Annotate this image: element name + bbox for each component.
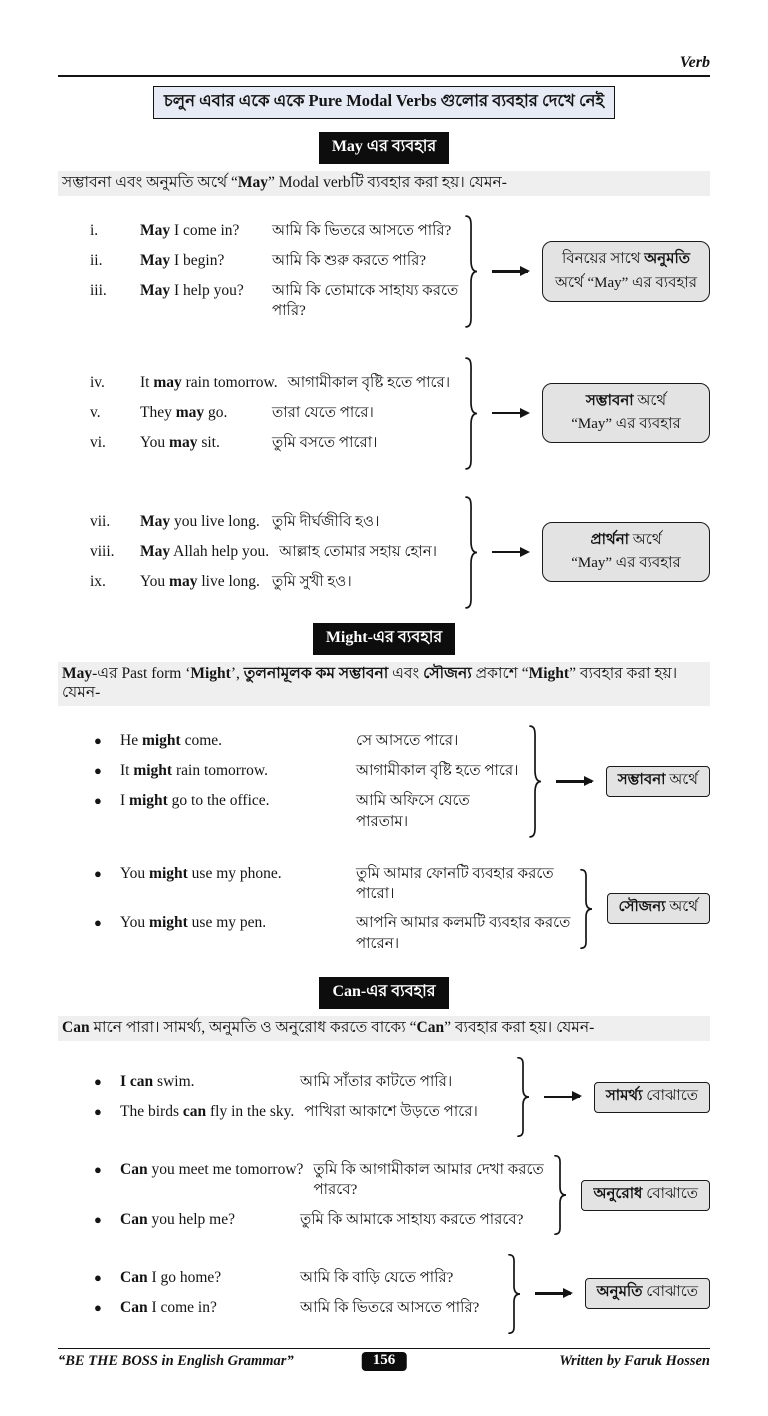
sentence-english <box>140 251 272 272</box>
bullet-icon: ● <box>94 1270 102 1286</box>
meaning-box-line <box>549 248 703 271</box>
text-segment: might <box>133 762 173 780</box>
sentence-english <box>120 1268 300 1289</box>
text-segment: It <box>120 762 134 780</box>
footer-row <box>58 1353 710 1370</box>
bullet-icon: ● <box>94 1211 102 1227</box>
meaning-box <box>542 383 710 444</box>
section-heading: Can-এর ব্যবহার <box>319 977 448 1009</box>
footer-book-title: “BE THE BOSS in English Grammar” <box>58 1352 294 1369</box>
text-segment: Can <box>120 1161 148 1179</box>
text-segment: you live long. <box>170 512 260 530</box>
page-topic-header <box>58 54 710 77</box>
example-row <box>58 1268 503 1289</box>
sentence-bengali: তারা যেতে পারে। <box>272 404 374 421</box>
example-items <box>58 1259 503 1328</box>
meaning-box-line <box>618 769 698 792</box>
sentence-bengali: আপনি আমার কলমটি ব্যবহার করতে পারেন। <box>356 915 571 952</box>
item-marker: iv. <box>90 373 105 391</box>
text-segment: might <box>149 914 188 932</box>
brace-icon <box>516 1057 530 1137</box>
example-row <box>58 251 460 272</box>
sentence-english <box>140 373 288 394</box>
text-segment: “May” এর ব্যবহার <box>571 416 681 433</box>
example-group <box>58 212 710 330</box>
text-segment: সামর্থ্য <box>605 1087 643 1104</box>
meaning-box <box>585 1278 710 1309</box>
sentence-english <box>120 731 356 752</box>
sentence-bengali: আমি কি শুরু করতে পারি? <box>272 253 427 270</box>
text-segment: “May” এর ব্যবহার <box>571 555 681 572</box>
meaning-box-line <box>549 413 703 436</box>
chapter-banner: চলুন এবার একে একে Pure Modal Verbs গুলোর ব্যবহার দেখে নেই <box>153 86 615 119</box>
text-segment: বোঝাতে <box>642 1185 698 1202</box>
text-segment: অনুমতি <box>644 251 691 268</box>
brace-icon <box>579 869 593 949</box>
text-segment: I begin? <box>170 252 225 270</box>
topic-label: Verb <box>679 54 710 71</box>
bullet-icon: ● <box>94 763 102 779</box>
example-group <box>58 855 710 963</box>
text-segment: অর্থে <box>665 772 698 789</box>
text-segment: May <box>140 542 171 560</box>
text-segment: go. <box>204 403 228 421</box>
example-row <box>58 761 524 782</box>
item-marker: i. <box>90 222 99 240</box>
text-segment: Can <box>416 1018 445 1036</box>
sentence-english <box>140 512 272 533</box>
text-segment: You <box>120 864 150 882</box>
meaning-box-line <box>597 1281 698 1304</box>
text-segment: may <box>153 373 182 391</box>
example-row <box>58 1160 549 1201</box>
page-number-badge: 156 <box>362 1352 407 1371</box>
text-segment: rain tomorrow. <box>181 373 278 391</box>
text-segment: might <box>141 732 181 750</box>
footer <box>58 1348 710 1416</box>
text-segment: might <box>129 792 168 810</box>
text-segment: অর্থে “May” এর ব্যবহার <box>555 274 697 291</box>
sentence-bengali: পাখিরা আকাশে উড়তে পারে। <box>304 1103 478 1120</box>
text-segment: You <box>140 433 170 451</box>
text-segment: rain tomorrow. <box>172 762 268 780</box>
text-segment: I can <box>120 1072 154 1090</box>
brace-icon <box>464 496 478 609</box>
text-segment: সৌজন্য <box>618 899 666 916</box>
meaning-box-line <box>593 1183 698 1206</box>
brace-icon <box>553 1155 567 1235</box>
sentence-english <box>120 1298 300 1319</box>
meaning-box <box>542 522 710 583</box>
sentence-bengali: আমি অফিসে যেতে পারতাম। <box>356 793 470 830</box>
text-segment: They <box>140 403 176 421</box>
text-segment: swim. <box>153 1072 195 1090</box>
text-segment: সম্ভাবনা এবং অনুমতি অর্থে “ <box>62 174 238 191</box>
section-can <box>58 977 710 1334</box>
text-segment: May <box>140 512 171 530</box>
text-segment: ” Modal verbটি ব্যবহার করা হয়। যেমন- <box>268 174 507 191</box>
bullet-icon: ● <box>94 733 102 749</box>
text-segment: সম্ভাবনা <box>585 392 634 409</box>
text-segment: Might <box>528 664 570 682</box>
section-might <box>58 623 710 963</box>
text-segment: Might <box>190 664 231 682</box>
text-segment: Can <box>120 1299 148 1317</box>
sentence-english <box>140 433 272 454</box>
meaning-box-line <box>549 390 703 413</box>
text-segment: I come in? <box>147 1299 217 1317</box>
arrow-icon <box>535 1292 571 1294</box>
example-group <box>58 357 710 470</box>
text-segment: Allah help you. <box>170 542 270 560</box>
text-segment: fly in the sky. <box>206 1102 295 1120</box>
sentence-english <box>120 1210 300 1231</box>
text-segment: বোঝাতে <box>642 1283 698 1300</box>
example-group <box>58 496 710 609</box>
sentence-bengali: আগামীকাল বৃষ্টি হতে পারে। <box>287 374 451 391</box>
example-row <box>58 1072 512 1093</box>
example-items <box>58 503 460 602</box>
example-row <box>58 221 460 242</box>
example-row <box>58 542 460 563</box>
sentence-bengali: আমি সাঁতার কাটতে পারি। <box>300 1073 453 1090</box>
sections-container <box>58 119 710 1348</box>
text-segment: এবং <box>388 664 424 682</box>
item-marker: iii. <box>90 282 107 300</box>
example-row <box>58 512 460 533</box>
text-segment: He <box>120 732 142 750</box>
arrow-icon <box>492 270 528 272</box>
example-items <box>58 1151 549 1239</box>
sentence-english <box>140 221 272 242</box>
text-segment: ’, <box>230 664 244 682</box>
sentence-bengali: সে আসতে পারে। <box>356 733 459 750</box>
example-row <box>58 1298 503 1319</box>
text-segment: May <box>140 222 171 240</box>
example-row <box>58 791 524 832</box>
section-intro <box>58 1016 710 1041</box>
example-group <box>58 722 710 840</box>
bullet-icon: ● <box>94 793 102 809</box>
text-segment: may <box>169 433 198 451</box>
section-intro <box>58 171 710 196</box>
text-segment: অনুরোধ <box>593 1185 643 1202</box>
text-segment: It <box>140 373 154 391</box>
item-marker: ii. <box>90 252 103 270</box>
sentence-english <box>140 542 279 563</box>
meaning-box <box>594 1082 710 1113</box>
text-segment: may <box>175 403 205 421</box>
brace-icon <box>464 357 478 470</box>
text-segment: I come in? <box>170 222 240 240</box>
sentence-bengali: তুমি সুখী হও। <box>272 573 352 590</box>
text-segment: মানে পারা। সামর্থ্য, অনুমতি ও অনুরোধ করতে বাক্যে “ <box>89 1018 417 1036</box>
sentence-bengali: আমি কি ভিতরে আসতে পারি? <box>300 1300 480 1317</box>
text-segment: go to the office. <box>167 792 270 810</box>
item-marker: vi. <box>90 433 106 451</box>
text-segment: You <box>140 572 170 590</box>
meaning-box-line <box>549 272 703 295</box>
example-row <box>58 572 460 593</box>
sentence-bengali: তুমি বসতে পারো। <box>272 434 378 451</box>
text-segment: অনুমতি <box>596 1283 643 1300</box>
bullet-icon: ● <box>94 1073 102 1089</box>
example-groups <box>58 706 710 962</box>
example-items <box>58 855 575 963</box>
sentence-bengali: আমি কি ভিতরে আসতে পারি? <box>272 223 452 240</box>
example-row <box>58 864 575 905</box>
text-segment: The birds <box>120 1102 183 1120</box>
sentence-bengali: আগামীকাল বৃষ্টি হতে পারে। <box>356 763 519 780</box>
example-groups <box>58 1041 710 1333</box>
text-segment: বিনয়ের সাথে <box>561 251 645 268</box>
example-row <box>58 403 460 424</box>
text-segment: May <box>140 282 171 300</box>
meaning-box <box>606 766 710 797</box>
text-segment: use my pen. <box>187 914 267 932</box>
footer-author: Written by Faruk Hossen <box>559 1352 710 1369</box>
text-segment: might <box>149 864 188 882</box>
text-segment: বোঝাতে <box>642 1087 698 1104</box>
sentence-bengali: তুমি আমার ফোনটি ব্যবহার করতে পারো। <box>356 865 554 903</box>
text-segment: You <box>120 914 150 932</box>
example-items <box>58 1063 512 1132</box>
example-group <box>58 1057 710 1137</box>
example-items <box>58 212 460 330</box>
brace-icon <box>528 725 542 838</box>
text-segment: you help me? <box>147 1210 235 1228</box>
meaning-box <box>542 241 710 302</box>
sentence-english <box>120 1072 300 1093</box>
example-row <box>58 1210 549 1231</box>
meaning-box <box>607 893 711 924</box>
text-segment: প্রার্থনা <box>590 531 630 548</box>
text-segment: come. <box>180 732 223 750</box>
text-segment: live long. <box>197 572 260 590</box>
arrow-icon <box>492 412 528 414</box>
example-group <box>58 1151 710 1239</box>
bullet-icon: ● <box>94 1162 102 1178</box>
meaning-box-line <box>619 896 699 919</box>
text-segment: I go home? <box>147 1269 222 1287</box>
text-segment: May <box>62 664 93 682</box>
bullet-icon: ● <box>94 1300 102 1316</box>
meaning-box <box>581 1180 710 1211</box>
example-row <box>58 281 460 322</box>
text-segment: ” ব্যবহার করা হয়। যেমন- <box>444 1018 595 1036</box>
sentence-english <box>140 281 272 302</box>
item-marker: ix. <box>90 572 106 590</box>
text-segment: I <box>120 792 130 810</box>
brace-icon <box>507 1254 521 1334</box>
item-marker: vii. <box>90 512 111 530</box>
sentence-bengali: তুমি কি আমাকে সাহায্য করতে পারবে? <box>300 1211 524 1228</box>
text-segment: ” ব্যবহার করা হয়। যেমন- <box>62 664 678 702</box>
text-segment: May <box>237 174 269 191</box>
arrow-icon <box>556 780 592 782</box>
text-segment: use my phone. <box>187 864 282 882</box>
sentence-bengali: আমি কি তোমাকে সাহায্য করতে পারি? <box>272 283 459 320</box>
text-segment: অর্থে <box>629 531 662 548</box>
example-items <box>58 364 460 463</box>
example-groups <box>58 196 710 608</box>
text-segment: May <box>140 252 171 270</box>
section-heading: May এর ব্যবহার <box>319 132 449 164</box>
text-segment: সম্ভাবনা <box>617 772 666 789</box>
section-heading: Might-এর ব্যবহার <box>313 623 455 655</box>
text-segment: you meet me tomorrow? <box>147 1161 304 1179</box>
item-marker: viii. <box>90 542 115 560</box>
text-segment: সৌজন্য <box>423 664 472 682</box>
item-marker: v. <box>90 403 101 421</box>
text-segment: তুলনামূলক কম সম্ভাবনা <box>243 664 389 682</box>
text-segment: Can <box>62 1018 90 1036</box>
text-segment: Can <box>120 1210 148 1228</box>
sentence-english <box>120 1102 304 1123</box>
bullet-icon: ● <box>94 865 102 881</box>
meaning-box-line <box>606 1085 698 1108</box>
sentence-english <box>140 572 272 593</box>
example-row <box>58 373 460 394</box>
example-row <box>58 731 524 752</box>
sentence-english <box>140 403 272 424</box>
section-may <box>58 132 710 609</box>
brace-icon <box>464 215 478 328</box>
text-segment: অর্থে <box>665 899 698 916</box>
text-segment: I help you? <box>170 282 244 300</box>
sentence-english <box>120 761 356 782</box>
text-segment: অর্থে <box>633 392 667 409</box>
meaning-box-line <box>549 529 703 552</box>
sentence-english <box>120 864 356 885</box>
text-segment: -এর Past form ‘ <box>92 664 191 682</box>
sentence-bengali: আল্লাহ তোমার সহায় হোন। <box>279 543 438 560</box>
example-row <box>58 433 460 454</box>
sentence-bengali: তুমি কি আগামীকাল আমার দেখা করতে পারবে? <box>313 1162 544 1199</box>
bullet-icon: ● <box>94 915 102 931</box>
sentence-english <box>120 1160 313 1181</box>
example-row <box>58 1102 512 1123</box>
text-segment: sit. <box>197 433 220 451</box>
arrow-icon <box>544 1096 580 1098</box>
meaning-box-line <box>549 552 703 575</box>
text-segment: Can <box>120 1269 148 1287</box>
sentence-bengali: আমি কি বাড়ি যেতে পারি? <box>300 1270 454 1287</box>
example-row <box>58 913 575 954</box>
sentence-english <box>120 791 356 812</box>
text-segment: may <box>169 572 198 590</box>
example-items <box>58 722 524 840</box>
sentence-bengali: তুমি দীর্ঘজীবি হও। <box>272 513 380 530</box>
arrow-icon <box>492 551 528 553</box>
example-group <box>58 1254 710 1334</box>
section-intro <box>58 662 710 707</box>
text-segment: can <box>182 1102 207 1120</box>
text-segment: প্রকাশে “ <box>471 664 529 682</box>
footer-divider <box>58 1348 710 1349</box>
sentence-english <box>120 913 356 934</box>
bullet-icon: ● <box>94 1103 102 1119</box>
